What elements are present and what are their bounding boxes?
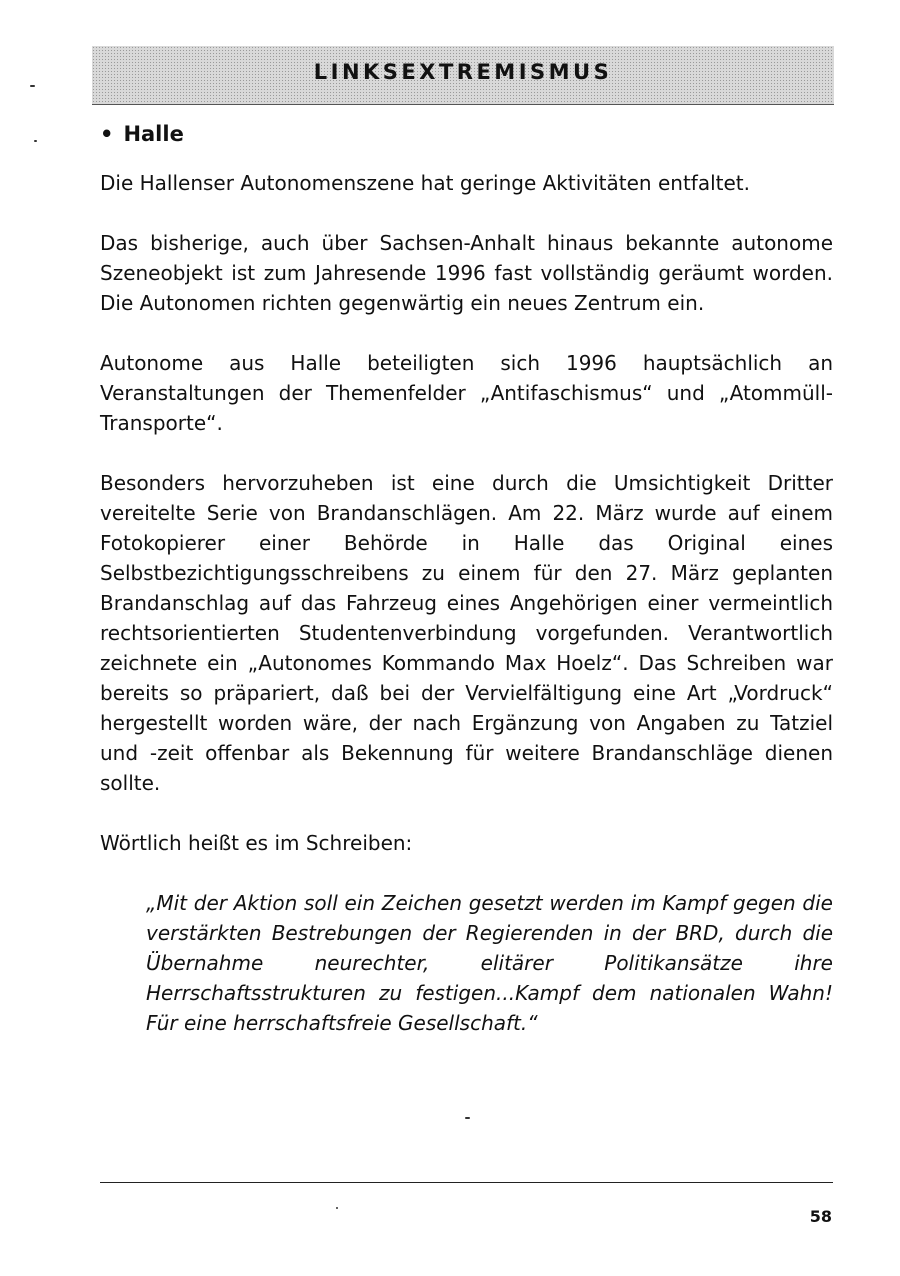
chapter-header-band [92, 46, 834, 105]
body-text [100, 168, 833, 1068]
section-title: Halle [123, 122, 184, 146]
bullet-icon: • [100, 122, 114, 146]
section-heading [100, 122, 184, 146]
footer-divider [100, 1182, 833, 1183]
scan-speck [465, 1117, 470, 1119]
page-number: 58 [809, 1207, 832, 1226]
paragraph-themenfelder: Autonome aus Halle beteiligten sich 1996 hauptsächlich an Veranstaltungen der Themenfelder „Antifaschismus“ und „Atommüll-Transporte“. [100, 351, 833, 435]
chapter-title: LINKSEXTREMISMUS [313, 60, 613, 84]
scan-speck [30, 85, 35, 87]
quote-block: „Mit der Aktion soll ein Zeichen gesetzt werden im Kampf gegen die verstärkten Bestrebungen der Regierenden in der BRD, durch die Übernahme neurechter, elitärer Politikansätze ihre Herrschaftsstrukturen zu festigen...Kampf dem nationalen Wahn! Für eine herrschaftsfreie Gesellschaft.“ [146, 891, 833, 1035]
paragraph-intro: Die Hallenser Autonomenszene hat geringe Aktivitäten entfaltet. [100, 171, 750, 195]
paragraph-brandanschlaege: Besonders hervorzuheben ist eine durch die Umsichtigkeit Dritter vereitelte Serie von Brandanschlägen. Am 22. März wurde auf einem Fotokopierer einer Behörde in Halle das Original eines Selbstbezichtigungsschreibens zu einem für den 27. März geplanten Brandanschlag auf das Fahrzeug eines Angehörigen einer vermeintlich rechtsorientierten Studentenverbindung vorgefunden. Verantwortlich zeichnete ein „Autonomes Kommando Max Hoelz“. Das Schreiben war bereits so präpariert, daß bei der Vervielfältigung eine Art „Vordruck“ hergestellt worden wäre, der nach Ergänzung von Angaben zu Tatziel und -zeit offenbar als Bekennung für weitere Brandanschläge dienen sollte. [100, 471, 833, 795]
paragraph-szeneobjekt: Das bisherige, auch über Sachsen-Anhalt hinaus bekannte autonome Szeneobjekt ist zum Jahresende 1996 fast vollständig geräumt worden. Die Autonomen richten gegenwärtig ein neues Zentrum ein. [100, 231, 833, 315]
scan-speck [336, 1207, 338, 1209]
scan-speck [34, 140, 37, 142]
paragraph-quote-intro: Wörtlich heißt es im Schreiben: [100, 831, 413, 855]
